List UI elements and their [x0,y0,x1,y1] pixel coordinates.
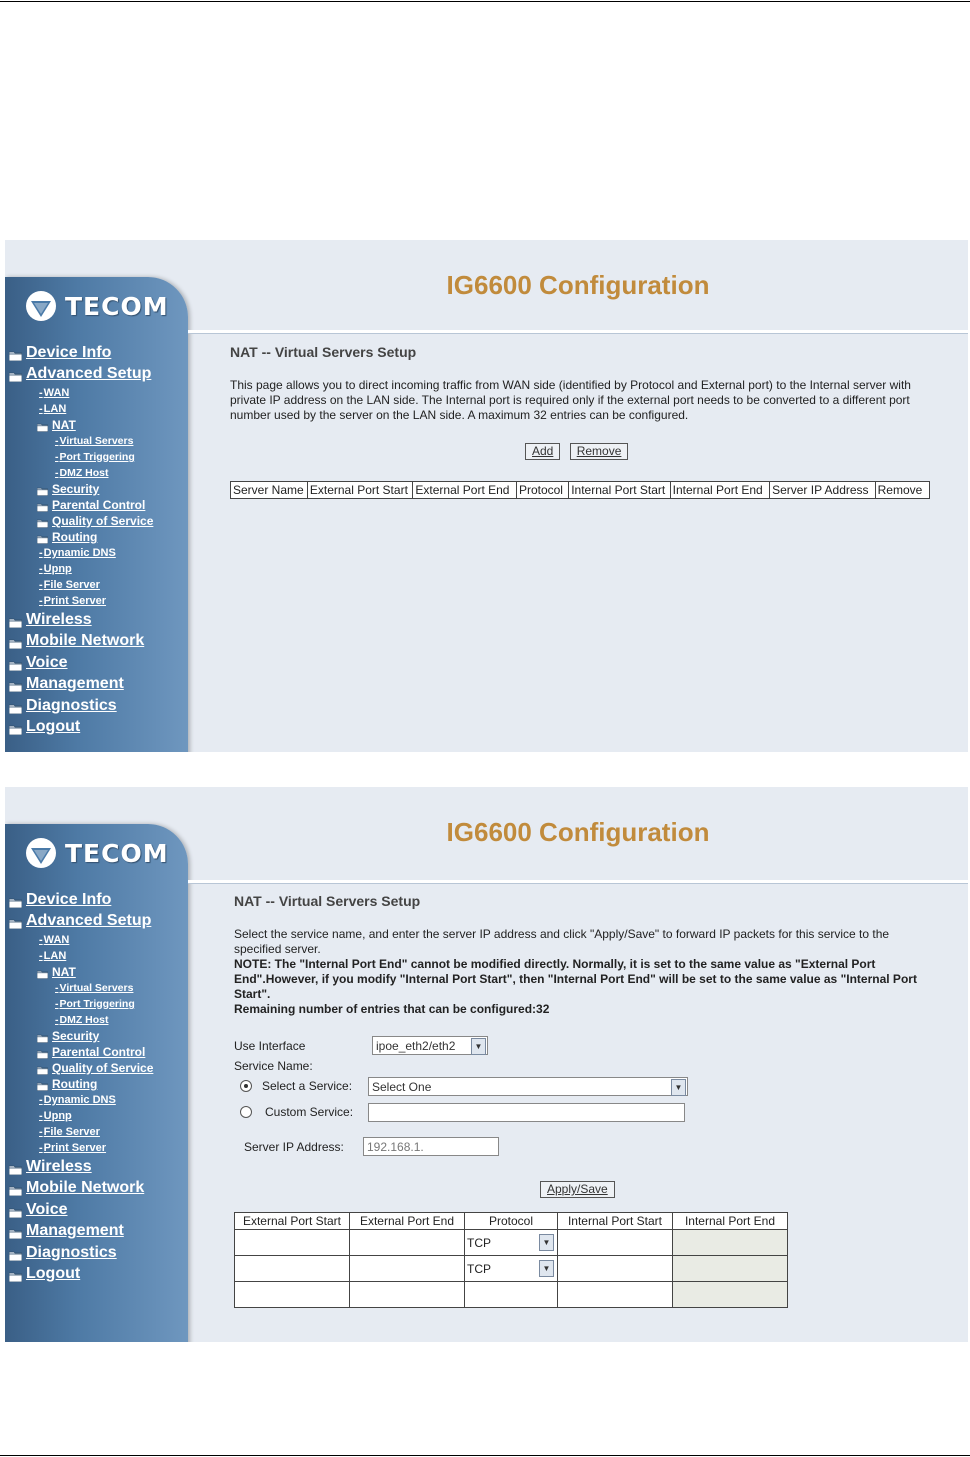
sidebar-item-label: Mobile Network [26,1179,145,1197]
folder-icon [9,722,22,732]
tree-dash: - [39,547,43,559]
folder-icon [37,1080,48,1089]
sidebar-item-upnp[interactable] [9,561,188,577]
sidebar-item-label: Upnp [43,563,72,575]
sidebar-item-label: Voice [26,653,68,671]
page-top-rule [0,1,970,2]
sidebar-item-diagnostics[interactable] [9,1242,188,1264]
custom-service-radio[interactable] [240,1106,252,1118]
column-header: Internal Port End [673,1213,788,1230]
external-port-start-input[interactable] [235,1282,350,1308]
tecom-logo-icon [25,837,57,869]
nav-menu [9,889,188,1285]
sidebar-item-mobile-network[interactable] [9,631,188,653]
folder-icon [9,658,22,668]
sidebar-item-label: Security [52,482,100,496]
sidebar-item-label: File Server [43,579,100,591]
sidebar-item-virtual-servers[interactable] [9,980,188,996]
page-header-title: IG6600 Configuration [446,270,710,300]
server-ip-label: Server IP Address: [244,1140,344,1154]
sidebar-item-label: Port Triggering [59,451,135,463]
apply-save-button[interactable]: Apply/Save [540,1181,615,1198]
sidebar-item-label: Advanced Setup [26,365,152,383]
folder-icon [9,679,22,689]
chevron-down-icon: ▼ [471,1038,486,1055]
sidebar-item-routing[interactable] [9,529,188,545]
internal-port-end-input [673,1230,788,1256]
sidebar-item-port-triggering[interactable] [9,996,188,1012]
sidebar-item-voice[interactable] [9,652,188,674]
sidebar-item-label: Quality of Service [52,1061,154,1075]
column-header: Internal Port End [670,482,769,499]
external-port-start-input[interactable] [235,1230,350,1256]
sidebar-item-label: Routing [52,1077,98,1091]
folder-icon [9,701,22,711]
sidebar-item-label: Advanced Setup [26,912,152,930]
protocol-value: TCP [467,1235,491,1250]
folder-icon [37,1032,48,1041]
sidebar-item-advanced-setup[interactable] [9,364,188,386]
folder-icon [37,1064,48,1073]
sidebar-item-mobile-network[interactable] [9,1178,188,1200]
tree-dash: - [55,1014,59,1026]
sidebar-item-label: Device Info [26,343,112,361]
column-header: Internal Port Start [569,482,670,499]
column-header: Internal Port Start [558,1213,673,1230]
sidebar-item-label: Diagnostics [26,1243,117,1261]
tecom-logo [25,286,169,326]
custom-service-input[interactable] [368,1103,685,1122]
internal-port-start-input[interactable] [558,1230,673,1256]
page-header-title: IG6600 Configuration [446,817,710,847]
server-ip-input[interactable]: 192.168.1. [363,1137,499,1156]
sidebar-item-nat[interactable] [9,417,188,433]
virtual-servers-table [230,481,930,499]
sidebar-item-label: Quality of Service [52,514,154,528]
sidebar-item-advanced-setup[interactable] [9,911,188,933]
sidebar-item-lan[interactable] [9,948,188,964]
tree-dash: - [55,467,59,479]
folder-icon [9,895,22,905]
sidebar-item-label: Routing [52,530,98,544]
sidebar-item-diagnostics[interactable] [9,695,188,717]
section-title: NAT -- Virtual Servers Setup [230,344,417,360]
folder-icon [9,1183,22,1193]
add-button[interactable]: Add [525,443,560,460]
external-port-end-input[interactable] [350,1256,465,1282]
sidebar-item-management[interactable] [9,674,188,696]
section-title: NAT -- Virtual Servers Setup [234,893,421,909]
tree-dash: - [55,982,59,994]
sidebar [5,277,188,752]
sidebar-item-label: Logout [26,718,81,736]
column-header: Server Name [231,482,308,499]
folder-icon [9,369,22,379]
sidebar-item-dmz-host[interactable] [9,465,188,481]
sidebar-item-label: Security [52,1029,100,1043]
column-header: Remove [875,482,929,499]
tree-dash: - [39,934,43,946]
column-header: Protocol [516,482,568,499]
sidebar-item-label: Mobile Network [26,632,145,650]
internal-port-end-input [673,1282,788,1308]
use-interface-value: ipoe_eth2/eth2 [376,1039,456,1053]
column-header: External Port Start [235,1213,350,1230]
folder-icon [9,1269,22,1279]
sidebar-item-security[interactable] [9,1028,188,1044]
tecom-logo [25,833,169,873]
remove-button[interactable]: Remove [570,443,629,460]
tree-dash: - [39,403,43,415]
sidebar-item-label: Management [26,675,124,693]
brand-name: TECOM [65,838,169,868]
tree-dash: - [39,1142,43,1154]
sidebar-item-logout[interactable] [9,717,188,739]
table-header-row [231,482,930,499]
sidebar-item-label: Virtual Servers [59,435,134,447]
sidebar-item-lan[interactable] [9,401,188,417]
tree-dash: - [39,1126,43,1138]
tree-dash: - [55,435,59,447]
sidebar-item-wan[interactable] [9,932,188,948]
sidebar-item-label: Parental Control [52,498,146,512]
sidebar-item-label: NAT [52,418,76,432]
folder-icon [37,485,48,494]
sidebar-item-label: WAN [43,934,70,946]
folder-icon [37,421,48,430]
tree-dash: - [39,579,43,591]
sidebar-item-port-triggering[interactable] [9,449,188,465]
folder-icon [9,636,22,646]
folder-icon [9,916,22,926]
sidebar-item-label: Dynamic DNS [43,1094,116,1106]
sidebar-item-label: Voice [26,1200,68,1218]
sidebar-item-virtual-servers[interactable] [9,433,188,449]
sidebar-item-label: LAN [43,403,67,415]
sidebar-item-label: Device Info [26,890,112,908]
sidebar-item-file-server[interactable] [9,577,188,593]
column-header: External Port End [413,482,517,499]
folder-icon [9,615,22,625]
sidebar-item-parental-control[interactable] [9,1044,188,1060]
sidebar-item-device-info[interactable] [9,889,188,911]
internal-port-end-input [673,1256,788,1282]
sidebar-item-label: Diagnostics [26,696,117,714]
folder-icon [9,1226,22,1236]
sidebar-item-nat[interactable] [9,964,188,980]
sidebar-item-label: Virtual Servers [59,982,134,994]
sidebar-item-quality-of-service[interactable] [9,513,188,529]
external-port-end-input[interactable] [350,1282,465,1308]
select-service-radio[interactable] [240,1080,252,1092]
table-header-row [235,1213,788,1230]
sidebar-item-label: Print Server [43,1142,107,1154]
header-divider [188,330,968,334]
sidebar-item-label: NAT [52,965,76,979]
internal-port-start-input[interactable] [558,1256,673,1282]
sidebar-item-upnp[interactable] [9,1108,188,1124]
table-row [235,1256,788,1282]
sidebar-item-label: Management [26,1222,124,1240]
chevron-down-icon: ▼ [539,1234,554,1251]
protocol-value: TCP [467,1261,491,1276]
screenshot-virtual-servers-list [5,240,968,752]
sidebar-item-dynamic-dns[interactable] [9,1092,188,1108]
column-header: External Port Start [307,482,413,499]
sidebar-item-print-server[interactable] [9,593,188,609]
sidebar-item-voice[interactable] [9,1199,188,1221]
sidebar-item-label: DMZ Host [59,1014,109,1026]
tree-dash: - [55,998,59,1010]
folder-icon [37,1048,48,1057]
sidebar-item-label: Wireless [26,610,92,628]
sidebar-item-wan[interactable] [9,385,188,401]
folder-icon [9,348,22,358]
sidebar-item-security[interactable] [9,481,188,497]
page-description: Select the service name, and enter the server IP address and click "Apply/Save" to forward IP packets for this service to the specified server. [234,927,890,956]
sidebar-item-parental-control[interactable] [9,497,188,513]
folder-icon [9,1248,22,1258]
column-header: Protocol [465,1213,558,1230]
external-port-start-input[interactable] [235,1256,350,1282]
page-description: This page allows you to direct incoming traffic from WAN side (identified by Protocol and External port) to the Internal server with private IP address on the LAN side. The Internal port is required only if the external port needs to be converted to a different port number used by the server on the LAN side. A maximum 32 entries can be configured. [230,378,911,422]
sidebar-item-label: Print Server [43,595,107,607]
column-header: Server IP Address [770,482,876,499]
select-service-value: Select One [372,1080,432,1094]
tree-dash: - [39,595,43,607]
protocol-select[interactable] [465,1282,558,1308]
select-service-dropdown[interactable] [368,1077,688,1096]
sidebar-item-device-info[interactable] [9,342,188,364]
select-service-label: Select a Service: [262,1079,353,1093]
folder-icon [37,501,48,510]
sidebar-item-label: WAN [43,387,70,399]
use-interface-label: Use Interface [234,1039,306,1053]
tecom-logo-icon [25,290,57,322]
folder-icon [9,1162,22,1172]
tree-dash: - [39,950,43,962]
use-interface-select[interactable] [372,1036,488,1055]
service-name-label: Service Name: [234,1059,313,1073]
tree-dash: - [39,387,43,399]
table-row [235,1230,788,1256]
sidebar-item-management[interactable] [9,1221,188,1243]
sidebar [5,824,188,1342]
internal-port-start-input[interactable] [558,1282,673,1308]
sidebar-item-label: File Server [43,1126,100,1138]
sidebar-item-file-server[interactable] [9,1124,188,1140]
chevron-down-icon: ▼ [539,1260,554,1277]
screenshot-virtual-servers-add [5,787,968,1342]
sidebar-item-wireless[interactable] [9,609,188,631]
page-bottom-rule [0,1455,970,1456]
sidebar-item-print-server[interactable] [9,1140,188,1156]
folder-icon [37,517,48,526]
sidebar-item-label: Parental Control [52,1045,146,1059]
folder-icon [37,533,48,542]
custom-service-label: Custom Service: [265,1105,354,1119]
port-mapping-table [234,1212,788,1308]
nav-menu [9,342,188,738]
chevron-down-icon: ▼ [671,1079,686,1096]
sidebar-item-dynamic-dns[interactable] [9,545,188,561]
tree-dash: - [39,1094,43,1106]
sidebar-item-label: Port Triggering [59,998,135,1010]
external-port-end-input[interactable] [350,1230,465,1256]
internal-port-note: NOTE: The "Internal Port End" cannot be modified directly. Normally, it is set to the same value as "External Port End".However, if you modify "Internal Port Start", then "Internal Port End" will be set to the same value as "Internal Port Start". [234,957,917,1001]
tree-dash: - [39,563,43,575]
table-row [235,1282,788,1308]
folder-icon [37,968,48,977]
protocol-select[interactable] [465,1256,558,1282]
sidebar-item-label: Dynamic DNS [43,547,116,559]
sidebar-item-label: DMZ Host [59,467,109,479]
tree-dash: - [39,1110,43,1122]
brand-name: TECOM [65,291,169,321]
sidebar-item-logout[interactable] [9,1264,188,1286]
tree-dash: - [55,451,59,463]
header-divider [188,880,968,884]
remaining-entries: Remaining number of entries that can be configured:32 [234,1002,550,1016]
protocol-select[interactable] [465,1230,558,1256]
sidebar-item-dmz-host[interactable] [9,1012,188,1028]
column-header: External Port End [350,1213,465,1230]
folder-icon [9,1205,22,1215]
sidebar-item-label: Logout [26,1265,81,1283]
sidebar-item-label: Upnp [43,1110,72,1122]
sidebar-item-routing[interactable] [9,1076,188,1092]
sidebar-item-wireless[interactable] [9,1156,188,1178]
sidebar-item-label: LAN [43,950,67,962]
sidebar-item-label: Wireless [26,1157,92,1175]
sidebar-item-quality-of-service[interactable] [9,1060,188,1076]
